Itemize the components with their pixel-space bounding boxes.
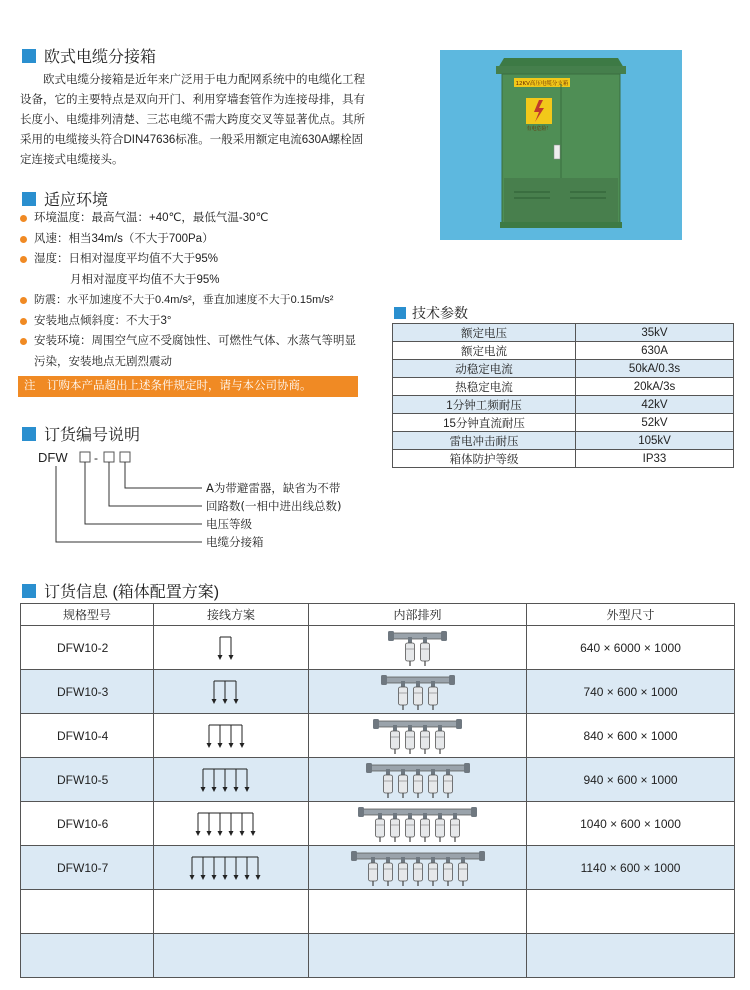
param-name: 热稳定电流 — [393, 378, 576, 396]
internal-arrangement-illustration — [354, 805, 481, 843]
table-row — [21, 626, 735, 670]
section-marker-icon — [22, 49, 36, 63]
param-value: 52kV — [576, 414, 734, 432]
env-temperature: 环境温度：最高气温：+40℃，最低气温-30℃ — [20, 208, 365, 229]
section-title: 订货编号说明 — [44, 427, 141, 444]
section-title: 订货信息 (箱体配置方案) — [44, 584, 220, 601]
internal-arrangement-illustration — [384, 629, 451, 667]
param-value: 42kV — [576, 396, 734, 414]
bullet-dot-icon — [20, 215, 27, 222]
cable-box-illustration — [440, 50, 682, 240]
arrangement-cell — [309, 846, 527, 890]
param-name: 雷电冲击耐压 — [393, 432, 576, 450]
section-marker-icon — [394, 307, 406, 319]
arrangement-cell — [309, 714, 527, 758]
wiring-scheme-icon — [214, 634, 249, 662]
size-cell — [527, 890, 735, 934]
param-value: 105kV — [576, 432, 734, 450]
code-explain-voltage: 电压等级 — [206, 517, 252, 531]
param-name: 额定电压 — [393, 324, 576, 342]
section-title: 欧式电缆分接箱 — [44, 49, 157, 66]
param-name: 箱体防护等级 — [393, 450, 576, 468]
code-explain-circuits: 回路数(一相中进出线总数) — [206, 499, 342, 513]
table-row — [21, 934, 735, 978]
param-name: 15分钟直流耐压 — [393, 414, 576, 432]
tech-params-table — [392, 323, 734, 468]
wiring-cell — [154, 714, 309, 758]
internal-arrangement-illustration — [362, 761, 474, 799]
column-header: 内部排列 — [309, 604, 527, 626]
column-header: 接线方案 — [154, 604, 309, 626]
model-cell: DFW10-2 — [21, 626, 154, 670]
size-cell — [527, 934, 735, 978]
table-row — [21, 890, 735, 934]
arrangement-cell — [309, 626, 527, 670]
wiring-cell — [154, 890, 309, 934]
param-name: 1分钟工频耐压 — [393, 396, 576, 414]
order-code-leader-lines — [36, 450, 376, 560]
table-row — [21, 758, 735, 802]
param-value: IP33 — [576, 450, 734, 468]
bullet-dot-icon — [20, 256, 27, 263]
env-quake: 防震：水平加速度不大于0.4m/s²，垂直加速度不大于0.15m/s² — [20, 290, 365, 311]
table-row — [393, 414, 734, 432]
arrangement-cell — [309, 670, 527, 714]
bullet-dot-icon — [20, 236, 27, 243]
bullet-dot-icon — [20, 318, 27, 325]
model-cell: DFW10-4 — [21, 714, 154, 758]
table-header-row — [21, 604, 735, 626]
param-value: 630A — [576, 342, 734, 360]
table-row — [393, 432, 734, 450]
table-row — [393, 324, 734, 342]
section-title: 适应环境 — [44, 192, 109, 209]
code-prefix: DFW — [38, 450, 68, 465]
table-row — [21, 846, 735, 890]
order-code-diagram — [36, 450, 376, 560]
model-cell: DFW10-6 — [21, 802, 154, 846]
model-cell: DFW10-7 — [21, 846, 154, 890]
param-value: 35kV — [576, 324, 734, 342]
order-info-table — [20, 603, 735, 978]
section-marker-icon — [22, 192, 36, 206]
table-row — [393, 378, 734, 396]
env-install: 安装环境：周围空气应不受腐蚀性、可燃性气体、水蒸气等明显污染，安装地点无剧烈震动 — [20, 331, 365, 372]
internal-arrangement-illustration — [369, 717, 466, 755]
code-explain-a: A为带避雷器，缺省为不带 — [206, 481, 341, 495]
model-cell: DFW10-3 — [21, 670, 154, 714]
table-row — [21, 802, 735, 846]
wiring-cell — [154, 846, 309, 890]
wiring-scheme-icon — [203, 722, 260, 750]
section-heading-environment — [22, 187, 108, 210]
env-humidity-day: 湿度：日相对湿度平均值不大于95% — [20, 249, 365, 270]
section-heading-cable-box — [22, 44, 156, 67]
code-dash: - — [94, 451, 98, 465]
wiring-cell — [154, 670, 309, 714]
wiring-scheme-icon — [208, 678, 254, 706]
section-heading-tech — [394, 303, 468, 323]
order-table-body — [21, 626, 735, 978]
table-row — [393, 342, 734, 360]
arrangement-cell — [309, 934, 527, 978]
table-row — [21, 670, 735, 714]
intro-paragraph: 欧式电缆分接箱是近年来广泛用于电力配网系统中的电缆化工程设备，它的主要特点是双向开门、利用穿墙套管作为连接母排，具有长度小、电缆排列清楚、三芯电缆不需大跨度交叉等显著优点。其所采用的电缆接头符合DIN47636标准。一般采用额定电流630A螺栓固定连接式电缆接头。 — [20, 74, 365, 166]
size-cell: 840 × 600 × 1000 — [527, 714, 735, 758]
param-value: 50kA/0.3s — [576, 360, 734, 378]
size-cell: 1140 × 600 × 1000 — [527, 846, 735, 890]
wiring-cell — [154, 758, 309, 802]
section-marker-icon — [22, 427, 36, 441]
param-value: 20kA/3s — [576, 378, 734, 396]
photo-label-warning: 有电危险！ — [526, 126, 552, 132]
column-header: 规格型号 — [21, 604, 154, 626]
arrangement-cell — [309, 802, 527, 846]
internal-arrangement-illustration — [347, 849, 489, 887]
wiring-cell — [154, 934, 309, 978]
table-row — [393, 360, 734, 378]
environment-list — [20, 208, 365, 372]
table-row — [393, 450, 734, 468]
code-explain-name: 电缆分接箱 — [206, 535, 264, 549]
size-cell: 740 × 600 × 1000 — [527, 670, 735, 714]
model-cell — [21, 934, 154, 978]
size-cell: 1040 × 600 × 1000 — [527, 802, 735, 846]
wiring-cell — [154, 626, 309, 670]
arrangement-cell — [309, 890, 527, 934]
section-title: 技术参数 — [412, 305, 468, 321]
env-tilt: 安装地点倾斜度：不大于3° — [20, 311, 365, 332]
model-cell: DFW10-5 — [21, 758, 154, 802]
internal-arrangement-illustration — [377, 673, 459, 711]
wiring-scheme-icon — [186, 854, 276, 882]
param-name: 动稳定电流 — [393, 360, 576, 378]
bullet-dot-icon — [20, 297, 27, 304]
wiring-cell — [154, 802, 309, 846]
env-humidity-month: 月相对湿度平均值不大于95% — [70, 273, 220, 286]
notice-bar: 注 订购本产品超出上述条件规定时，请与本公司协商。 — [18, 376, 358, 397]
wiring-scheme-icon — [192, 810, 271, 838]
table-row — [21, 714, 735, 758]
photo-label-top: 12KV高压电缆分支箱 — [515, 81, 569, 87]
column-header: 外型尺寸 — [527, 604, 735, 626]
model-cell — [21, 890, 154, 934]
size-cell: 640 × 6000 × 1000 — [527, 626, 735, 670]
wiring-scheme-icon — [197, 766, 265, 794]
table-row — [393, 396, 734, 414]
param-name: 额定电流 — [393, 342, 576, 360]
product-photo — [440, 50, 682, 240]
section-heading-order-info — [22, 579, 219, 602]
size-cell: 940 × 600 × 1000 — [527, 758, 735, 802]
section-heading-order-code — [22, 422, 140, 445]
bullet-dot-icon — [20, 338, 27, 345]
env-wind: 风速：相当34m/s（不大于700Pa） — [20, 229, 365, 250]
section-marker-icon — [22, 584, 36, 598]
arrangement-cell — [309, 758, 527, 802]
